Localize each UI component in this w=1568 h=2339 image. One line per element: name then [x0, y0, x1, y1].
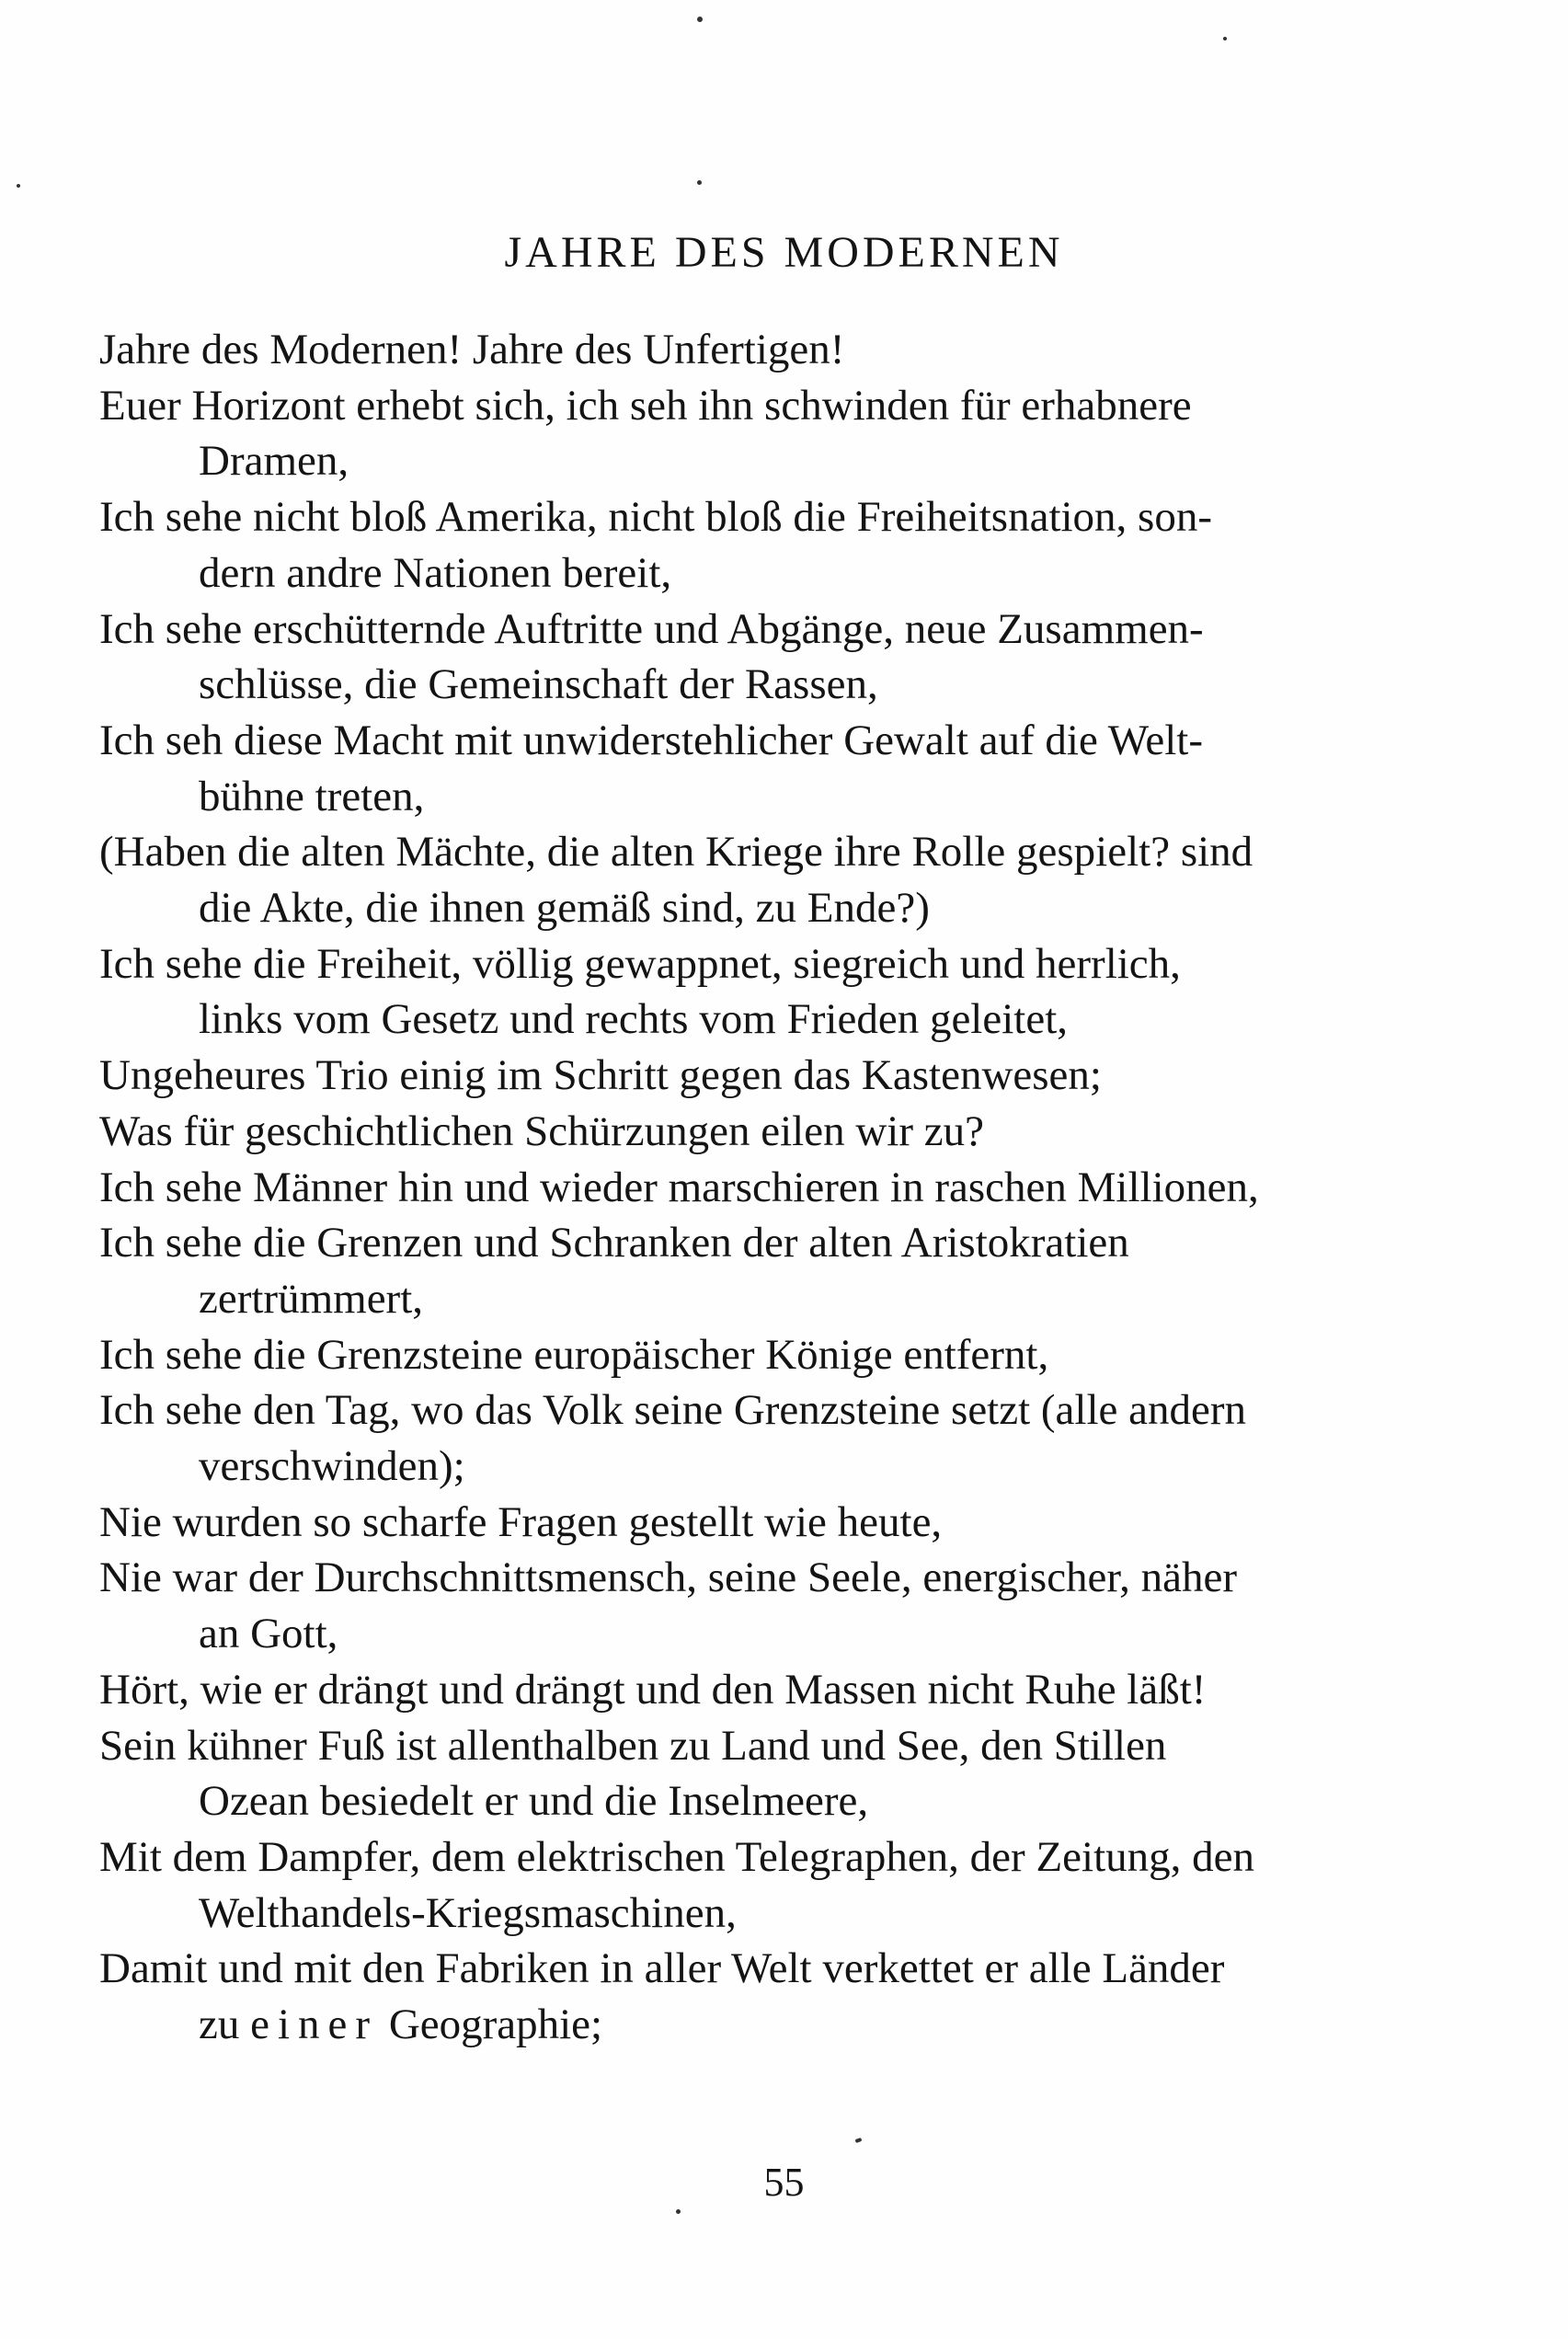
poem-line-continuation: links vom Gesetz und rechts vom Frieden geleitet,: [199, 995, 1069, 1044]
poem-line-continuation: die Akte, die ihnen gemäß sind, zu Ende?): [199, 884, 930, 933]
poem-title: JAHRE DES MODERNEN: [504, 228, 1064, 277]
poem-line: Ich sehe erschütternde Auftritte und Abgänge, neue Zusammen-: [99, 604, 1204, 653]
poem-line: Hört, wie er drängt und drängt und den Massen nicht Ruhe läßt!: [99, 1665, 1207, 1714]
poem-line: Ich sehe die Freiheit, völlig gewappnet, siegreich und herrlich,: [99, 939, 1181, 988]
poem-line: Damit und mit den Fabriken in aller Welt verkettet er alle Länder: [99, 1944, 1225, 1993]
poem-line-continuation: Welthandels-Kriegsmaschinen,: [199, 1888, 737, 1937]
poem-line: (Haben die alten Mächte, die alten Kriege ihre Rolle gespielt? sind: [99, 828, 1253, 877]
poem-line: Nie wurden so scharfe Fragen gestellt wie heute,: [99, 1497, 943, 1546]
last-line-suffix: Geographie;: [388, 2001, 603, 2049]
scan-speck: [697, 180, 702, 185]
poem-line: Ich sehe den Tag, wo das Volk seine Grenzsteine setzt (alle andern: [99, 1386, 1247, 1435]
poem-line-continuation: Dramen,: [199, 437, 349, 486]
scan-speck: [855, 2138, 863, 2143]
poem-line-continuation: schlüsse, die Gemeinschaft der Rassen,: [199, 660, 878, 709]
poem-line: Ich sehe nicht bloß Amerika, nicht bloß die Freiheitsnation, son-: [99, 493, 1212, 542]
poem-line: Nie war der Durchschnittsmensch, seine Seele, energischer, näher: [99, 1554, 1238, 1602]
poem-line-continuation: bühne treten,: [199, 772, 425, 820]
poem-line-continuation: dern andre Nationen bereit,: [199, 548, 672, 597]
poem-body: [99, 322, 1396, 2053]
last-line-prefix: zu: [199, 2001, 240, 2049]
poem-line: Euer Horizont erhebt sich, ich seh ihn schwinden für erhabnere: [99, 381, 1192, 430]
poem-line: Ungeheures Trio einig im Schritt gegen das Kastenwesen;: [99, 1051, 1102, 1100]
poem-line-continuation: Ozean besiedelt er und die Inselmeere,: [199, 1777, 869, 1826]
scan-speck: [17, 184, 20, 188]
poem-line: Ich sehe Männer hin und wieder marschieren in raschen Millionen,: [99, 1163, 1259, 1211]
poem-line: Sein kühner Fuß ist allenthalben zu Land und See, den Stillen: [99, 1721, 1167, 1770]
scan-speck: [676, 2209, 681, 2214]
poem-line: Was für geschichtlichen Schürzungen eilen wir zu?: [99, 1106, 984, 1155]
page-number: 55: [763, 2160, 805, 2205]
scan-speck: [1223, 37, 1227, 40]
poem-line: Jahre des Modernen! Jahre des Unfertigen!: [99, 326, 845, 373]
poem-line-continuation: an Gott,: [199, 1610, 338, 1658]
scan-speck: [697, 17, 703, 22]
last-line-emphasis: einer: [250, 2001, 379, 2049]
poem-line-continuation: zertrümmert,: [199, 1274, 424, 1323]
poem-line: Ich sehe die Grenzen und Schranken der alten Aristokratien: [99, 1219, 1129, 1267]
poem-line-continuation: verschwinden);: [199, 1442, 465, 1491]
poem-line: Mit dem Dampfer, dem elektrischen Telegraphen, der Zeitung, den: [99, 1832, 1254, 1881]
poem-line-continuation: [99, 1997, 1396, 2053]
poem-line: Ich sehe die Grenzsteine europäischer Könige entfernt,: [99, 1330, 1049, 1379]
poem-line: Ich seh diese Macht mit unwiderstehlicher Gewalt auf die Welt-: [99, 716, 1203, 764]
